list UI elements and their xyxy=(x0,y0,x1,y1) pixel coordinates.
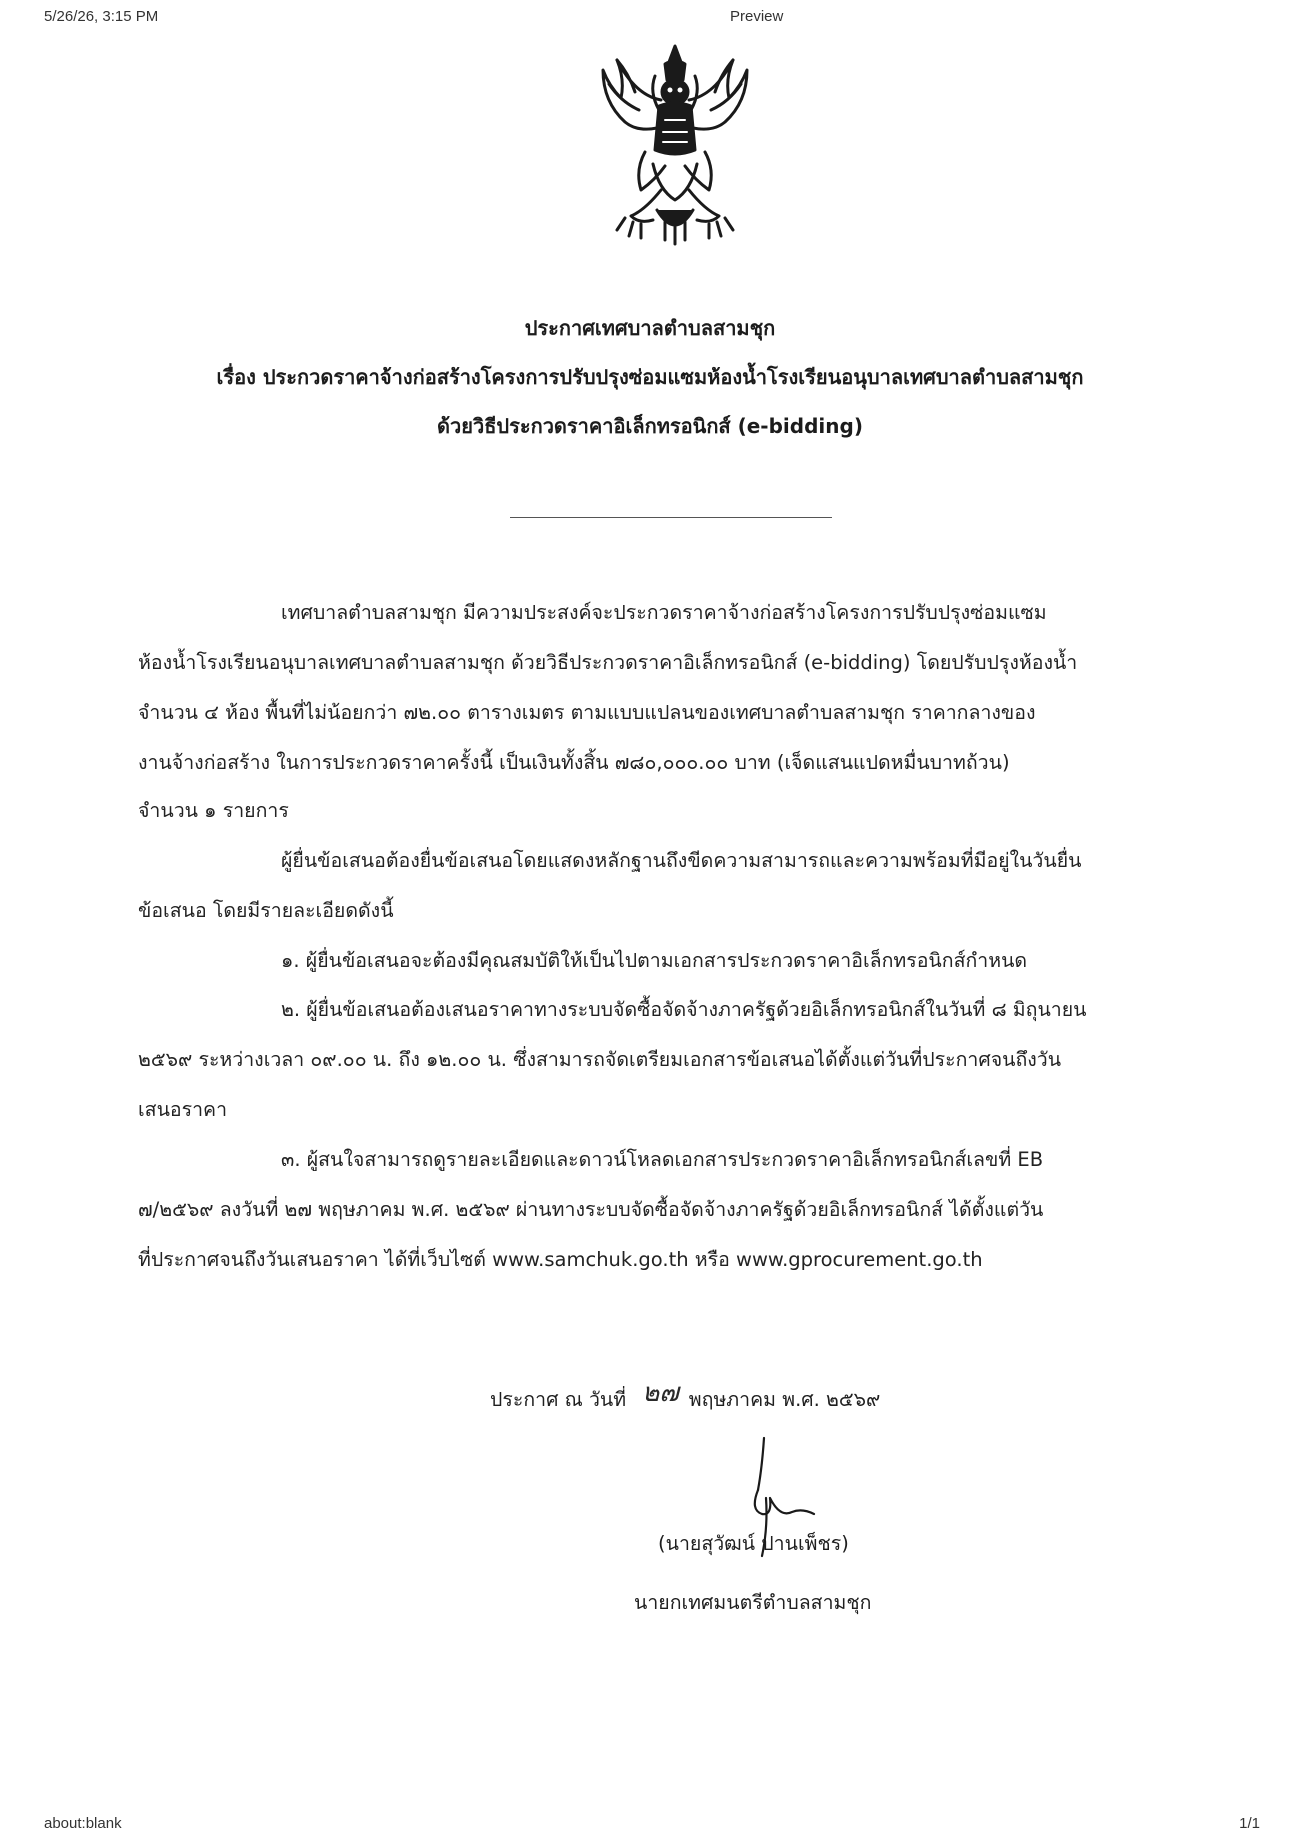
requirement-item: ๒. ผู้ยื่นข้อเสนอต้องเสนอราคาทางระบบจัดซื้อจัดจ้างภาครัฐด้วยอิเล็กทรอนิกส์ในวันที่ ๘ มิถุนายน xyxy=(281,998,1087,1021)
body-line: เสนอราคา xyxy=(138,1098,228,1121)
body-line: ๒๕๖๙ ระหว่างเวลา ๐๙.๐๐ น. ถึง ๑๒.๐๐ น. ซึ่งสามารถจัดเตรียมเอกสารข้อเสนอได้ตั้งแต่วันที่ประกาศจนถึงวัน xyxy=(138,1048,1062,1071)
announcement-method: ด้วยวิธีประกวดราคาอิเล็กทรอนิกส์ (e-bidding) xyxy=(437,414,863,438)
body-line: ข้อเสนอ โดยมีรายละเอียดดังนี้ xyxy=(138,899,394,922)
announcement-heading: ประกาศเทศบาลตำบลสามชุก xyxy=(524,316,776,340)
page-count: 1/1 xyxy=(1239,1815,1260,1832)
print-url: about:blank xyxy=(44,1815,122,1832)
body-line: งานจ้างก่อสร้าง ในการประกวดราคาครั้งนี้ เป็นเงินทั้งสิ้น ๗๘๐,๐๐๐.๐๐ บาท (เจ็ดแสนแปดหมื่นบาทถ้วน) xyxy=(138,751,1010,774)
print-datetime: 5/26/26, 3:15 PM xyxy=(44,8,159,25)
handwritten-day: ๒๗ xyxy=(642,1378,679,1408)
requirement-item: ๑. ผู้ยื่นข้อเสนอจะต้องมีคุณสมบัติให้เป็นไปตามเอกสารประกวดราคาอิเล็กทรอนิกส์กำหนด xyxy=(281,949,1028,972)
announcement-subject: เรื่อง ประกวดราคาจ้างก่อสร้างโครงการปรับปรุงซ่อมแซมห้องน้ำโรงเรียนอนุบาลเทศบาลตำบลสามชุก xyxy=(216,365,1084,389)
signer-position: นายกเทศมนตรีตำบลสามชุก xyxy=(634,1591,872,1614)
body-line: จำนวน ๔ ห้อง พื้นที่ไม่น้อยกว่า ๗๒.๐๐ ตารางเมตร ตามแบบแปลนของเทศบาลตำบลสามชุก ราคากลางของ xyxy=(138,701,1036,724)
print-title: Preview xyxy=(730,8,784,25)
title-divider xyxy=(510,517,832,518)
requirement-item: ๓. ผู้สนใจสามารถดูรายละเอียดและดาวน์โหลดเอกสารประกวดราคาอิเล็กทรอนิกส์เลขที่ EB xyxy=(281,1148,1044,1171)
announcement-date xyxy=(490,1377,880,1418)
signer-name: (นายสุวัฒน์ ปานเพ็ชร) xyxy=(658,1532,849,1555)
body-line: ที่ประกาศจนถึงวันเสนอราคา ได้ที่เว็บไซต์ www.samchuk.go.th หรือ www.gprocurement.go.th xyxy=(138,1248,983,1271)
garuda-emblem-icon xyxy=(595,40,755,250)
date-prefix: ประกาศ ณ วันที่ xyxy=(490,1388,627,1411)
date-suffix: พฤษภาคม พ.ศ. ๒๕๖๙ xyxy=(688,1388,881,1411)
body-line: ห้องน้ำโรงเรียนอนุบาลเทศบาลตำบลสามชุก ด้วยวิธีประกวดราคาอิเล็กทรอนิกส์ (e-bidding) โดยปรับปรุงห้องน้ำ xyxy=(138,651,1078,674)
body-line: ๗/๒๕๖๙ ลงวันที่ ๒๗ พฤษภาคม พ.ศ. ๒๕๖๙ ผ่านทางระบบจัดซื้อจัดจ้างภาครัฐด้วยอิเล็กทรอนิกส์ ได้ตั้งแต่วัน xyxy=(138,1198,1044,1221)
body-line: จำนวน ๑ รายการ xyxy=(138,799,289,822)
body-line: ผู้ยื่นข้อเสนอต้องยื่นข้อเสนอโดยแสดงหลักฐานถึงขีดความสามารถและความพร้อมที่มีอยู่ในวันยื่น xyxy=(281,849,1082,872)
body-line: เทศบาลตำบลสามชุก มีความประสงค์จะประกวดราคาจ้างก่อสร้างโครงการปรับปรุงซ่อมแซม xyxy=(281,601,1047,624)
